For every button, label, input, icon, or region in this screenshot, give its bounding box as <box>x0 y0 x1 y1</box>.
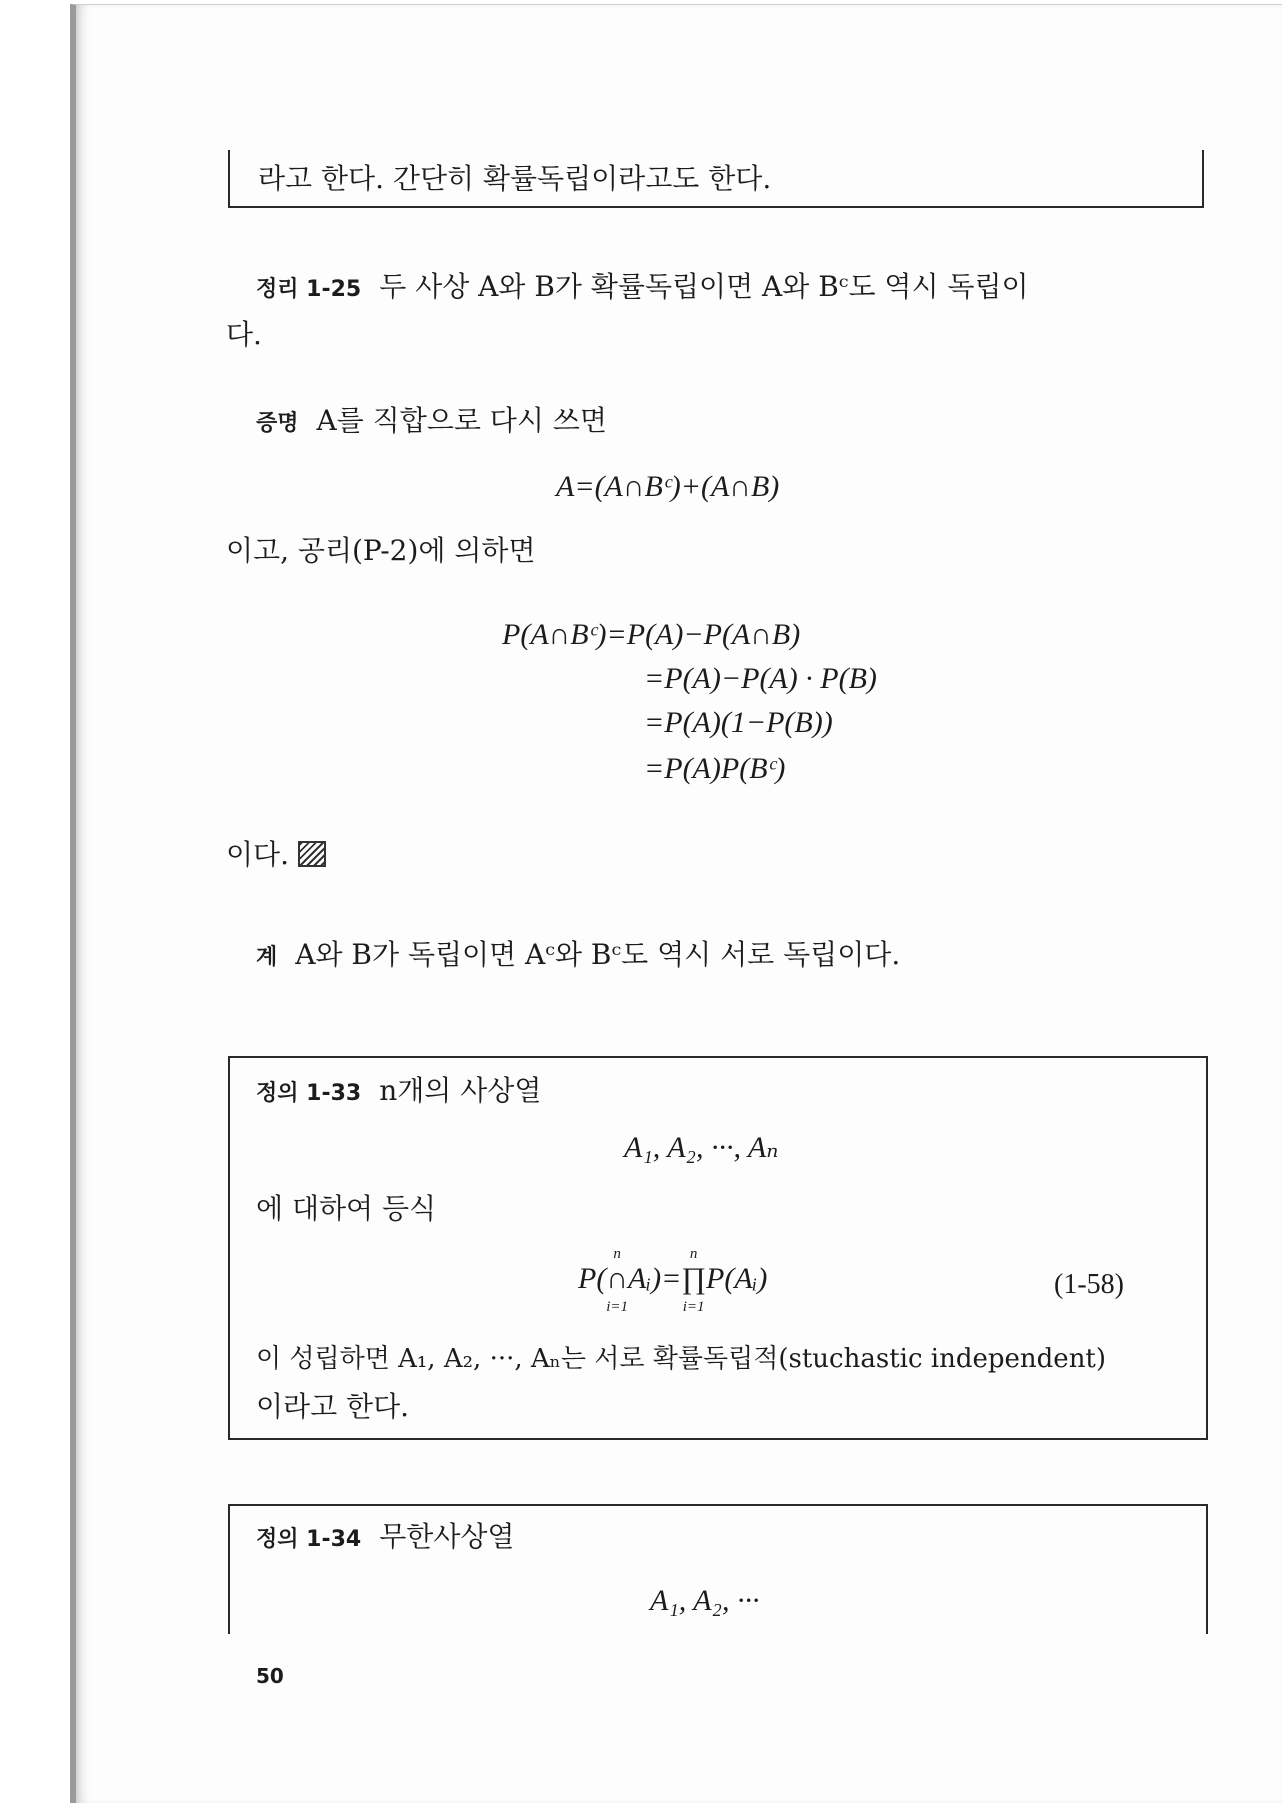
cap-upper-limit: n <box>613 1246 621 1262</box>
corollary <box>256 938 900 972</box>
proof-label: 증명 <box>256 411 299 436</box>
proof-step-2: =P(A)−P(A) · P(B) <box>644 662 877 695</box>
eq-equals: = <box>661 1262 682 1295</box>
corollary-label: 계 <box>256 945 278 970</box>
equation-a-decomposition: A=(A∩Bᶜ)+(A∩B) <box>556 470 780 503</box>
corollary-text: A와 B가 독립이면 Aᶜ와 Bᶜ도 역시 서로 독립이다. <box>295 938 901 971</box>
theorem-statement: 두 사상 A와 B가 확률독립이면 A와 Bᶜ도 역시 독립이 <box>379 270 1029 303</box>
def33-conclusion-line2: 이라고 한다. <box>256 1390 410 1423</box>
equation-1-58 <box>578 1246 768 1315</box>
def34-intro-text: 무한사상열 <box>379 1520 515 1553</box>
cap-symbol: ∩ <box>606 1262 628 1295</box>
proof-mid-text: 이고, 공리(P-2)에 의하면 <box>226 534 536 567</box>
proof-step-1: P(A∩Bᶜ)=P(A)−P(A∩B) <box>502 618 801 651</box>
definition-1-33-box <box>228 1056 1208 1440</box>
def33-intro-text: n개의 사상열 <box>379 1074 542 1107</box>
top-box-text: 라고 한다. 간단히 확률독립이라고도 한다. <box>258 162 772 195</box>
cap-lower-limit: i=1 <box>606 1299 629 1315</box>
def33-sequence: A₁, A₂, ···, Aₙ <box>624 1131 779 1164</box>
eq-ai: Aᵢ) <box>628 1262 662 1295</box>
def34-label: 정의 1-34 <box>256 1527 362 1552</box>
def34-sequence: A₁, A₂, ··· <box>650 1584 760 1617</box>
product-operator <box>681 1246 707 1315</box>
def33-intro <box>256 1074 541 1108</box>
qed-icon <box>298 841 326 867</box>
page-number: 50 <box>256 1664 284 1688</box>
theorem-label: 정리 1-25 <box>256 277 362 302</box>
intersection-operator <box>606 1246 629 1315</box>
proof-intro <box>256 404 607 438</box>
def33-pre: 에 대하여 등식 <box>256 1192 437 1225</box>
theorem-1-25-line1 <box>256 270 1029 304</box>
eq-left: P( <box>578 1262 607 1295</box>
prod-upper-limit: n <box>689 1246 698 1262</box>
def34-intro <box>256 1520 514 1554</box>
proof-step-3: =P(A)(1−P(B)) <box>644 706 833 739</box>
equation-number-1-58: (1-58) <box>1054 1269 1124 1300</box>
proof-step-4: =P(A)P(Bᶜ) <box>644 752 786 785</box>
eq-rhs: P(Aᵢ) <box>706 1262 768 1295</box>
proof-end <box>226 838 326 872</box>
def33-label: 정의 1-33 <box>256 1081 362 1106</box>
theorem-1-25-line2: 다. <box>226 318 262 351</box>
proof-end-text: 이다. <box>226 838 289 871</box>
proof-intro-text: A를 직합으로 다시 쓰면 <box>316 404 607 437</box>
prod-lower-limit: i=1 <box>682 1299 705 1315</box>
def33-conclusion-line1: 이 성립하면 A₁, A₂, ···, Aₙ는 서로 확률독립적(stuchastic independent) <box>256 1344 1107 1374</box>
prod-symbol: ∏ <box>681 1262 707 1295</box>
